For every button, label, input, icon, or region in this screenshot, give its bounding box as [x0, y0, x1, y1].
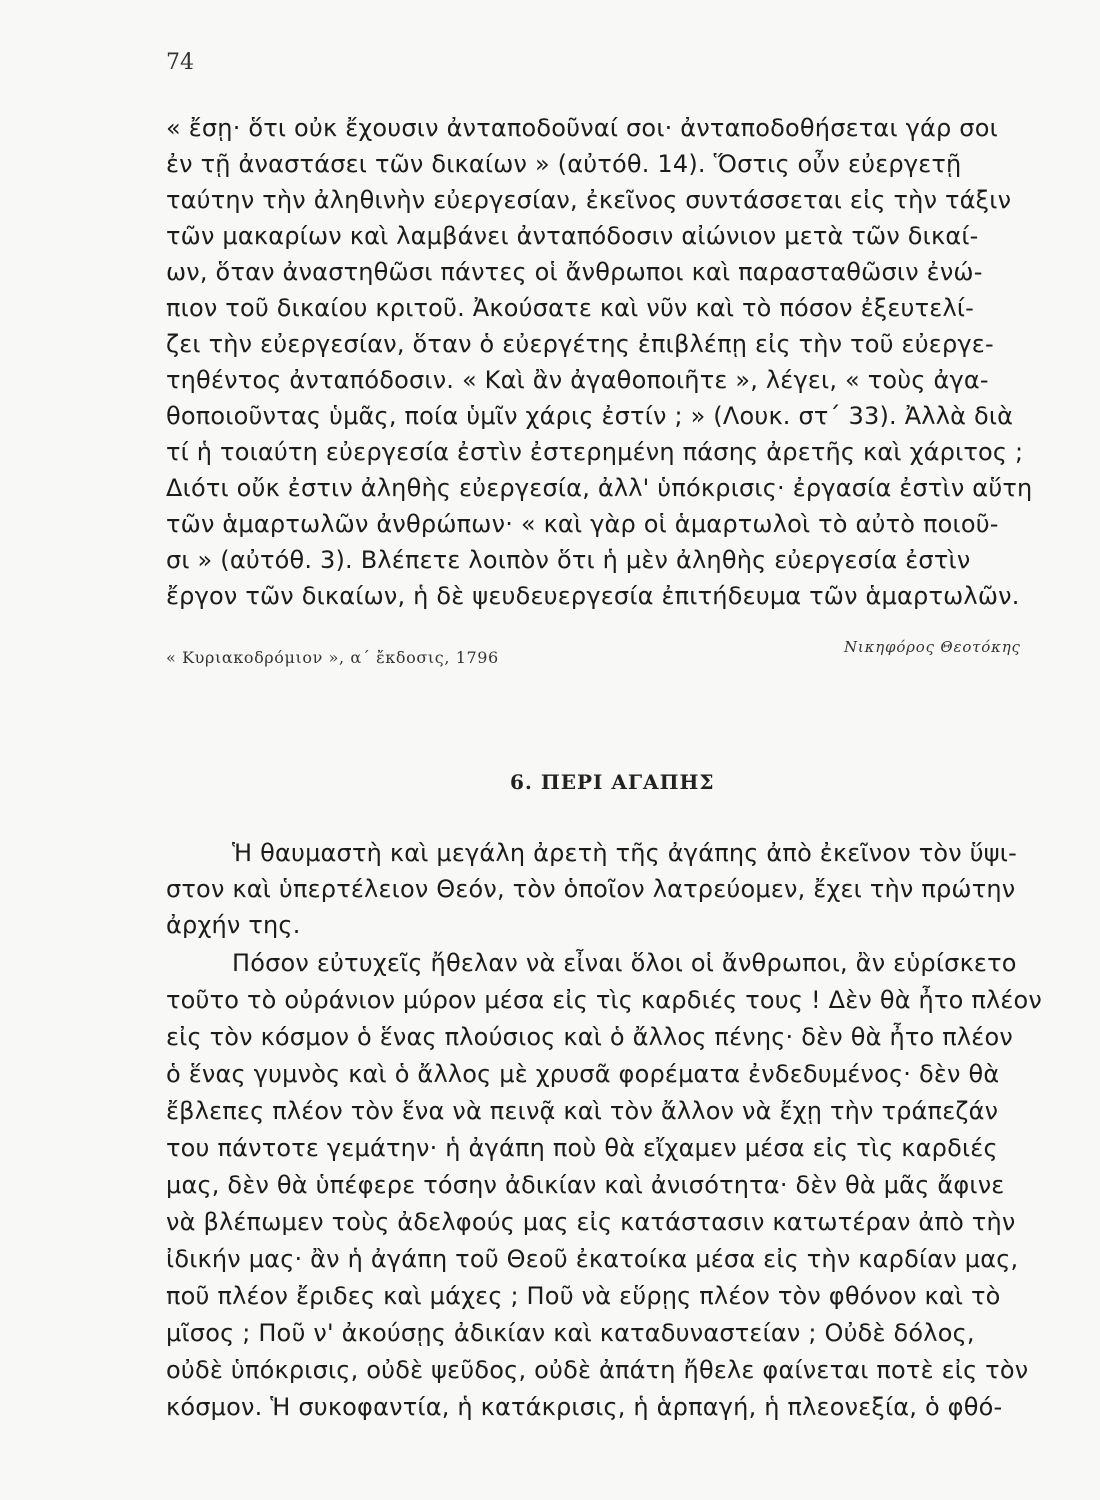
text-line: θοποιοῦντας ὑμᾶς, ποία ὑμῖν χάρις ἐστίν ; » (Λουκ. στ΄ 33). Ἀλλὰ διὰ: [166, 402, 1014, 430]
author-attribution: Νικηφόρος Θεοτόκης: [844, 638, 1021, 656]
text-line: τῶν μακαρίων καὶ λαμβάνει ἀνταπόδοσιν αἰώνιον μετὰ τῶν δικαί-: [166, 222, 979, 250]
text-line: νὰ βλέπωμεν τοὺς ἀδελφούς μας εἰς κατάστασιν κατωτέραν ἀπὸ τὴν: [166, 1208, 1016, 1236]
text-line: κόσμον. Ἡ συκοφαντία, ἡ κατάκρισις, ἡ ἁρπαγή, ἡ πλεονεξία, ὁ φθό-: [166, 1393, 1003, 1421]
text-line: ταύτην τὴν ἀληθινὴν εὐεργεσίαν, ἐκεῖνος συντάσσεται εἰς τὴν τάξιν: [166, 186, 1012, 214]
text-line: ἐν τῇ ἀναστάσει τῶν δικαίων » (αὐτόθ. 14). Ὅστις οὖν εὐεργετῇ: [166, 150, 962, 178]
text-line: ἀρχήν της.: [166, 911, 301, 939]
text-line: μῖσος ; Ποῦ ν' ἀκούσῃς ἀδικίαν καὶ καταδυναστείαν ; Οὐδὲ δόλος,: [166, 1319, 975, 1347]
text-line: Ἡ θαυμαστὴ καὶ μεγάλη ἀρετὴ τῆς ἀγάπης ἀπὸ ἐκεῖνον τὸν ὕψι-: [232, 839, 1017, 867]
text-line: μας, δὲν θὰ ὑπέφερε τόσην ἀδικίαν καὶ ἀνισότητα· δὲν θὰ μᾶς ἄφινε: [166, 1171, 1005, 1199]
text-line: τῶν ἁμαρτωλῶν ἀνθρώπων· « καὶ γὰρ οἱ ἁμαρτωλοὶ τὸ αὐτὸ ποιοῦ-: [166, 510, 999, 538]
text-line: στον καὶ ὑπερτέλειον Θεόν, τὸν ὁποῖον λατρεύομεν, ἔχει τὴν πρώτην: [166, 875, 1016, 903]
section-heading: 6. ΠΕΡΙ ΑΓΑΠΗΣ: [510, 770, 715, 794]
text-line: τοῦτο τὸ οὐράνιον μύρον μέσα εἰς τὶς καρδιές τους ! Δὲν θὰ ἦτο πλέον: [166, 986, 1043, 1014]
text-line: Πόσον εὐτυχεῖς ἤθελαν νὰ εἶναι ὅλοι οἱ ἄνθρωποι, ἂν εὑρίσκετο: [232, 949, 1017, 977]
text-line: ποῦ πλέον ἔριδες καὶ μάχες ; Ποῦ νὰ εὕρῃς πλέον τὸν φθόνον καὶ τὸ: [166, 1282, 1001, 1310]
text-line: ζει τὴν εὐεργεσίαν, ὅταν ὁ εὐεργέτης ἐπιβλέπῃ εἰς τὴν τοῦ εὐεργε-: [166, 330, 994, 358]
text-line: του πάντοτε γεμάτην· ἡ ἀγάπη ποὺ θὰ εἴχαμεν μέσα εἰς τὶς καρδιές: [166, 1134, 998, 1162]
text-line: πιον τοῦ δικαίου κριτοῦ. Ἀκούσατε καὶ νῦν καὶ τὸ πόσον ἐξευτελί-: [166, 294, 975, 322]
text-line: εἰς τὸν κόσμον ὁ ἕνας πλούσιος καὶ ὁ ἄλλος πένης· δὲν θὰ ἦτο πλέον: [166, 1023, 1013, 1051]
text-line: « ἔσῃ· ὅτι οὐκ ἔχουσιν ἀνταποδοῦναί σοι· ἀνταποδοθήσεται γάρ σοι: [166, 114, 998, 142]
source-citation: « Κυριακοδρόμιον », α΄ ἔκδοσις, 1796: [166, 648, 499, 667]
text-line: ἔργον τῶν δικαίων, ἡ δὲ ψευδευεργεσία ἐπιτήδευμα τῶν ἁμαρτωλῶν.: [166, 582, 1020, 610]
text-line: ὁ ἕνας γυμνὸς καὶ ὁ ἄλλος μὲ χρυσᾶ φορέματα ἐνδεδυμένος· δὲν θὰ: [166, 1060, 1000, 1088]
text-line: ων, ὅταν ἀναστηθῶσι πάντες οἱ ἄνθρωποι καὶ παρασταθῶσιν ἐνώ-: [166, 258, 983, 286]
text-line: οὐδὲ ὑπόκρισις, οὐδὲ ψεῦδος, οὐδὲ ἀπάτη ἤθελε φαίνεται ποτὲ εἰς τὸν: [166, 1356, 1029, 1384]
page-number: 74: [166, 50, 194, 75]
text-line: Διότι οὔκ ἐστιν ἀληθὴς εὐεργεσία, ἀλλ' ὑπόκρισις· ἐργασία ἐστὶν αὕτη: [166, 474, 1033, 502]
text-line: τηθέντος ἀνταπόδοσιν. « Καὶ ἂν ἀγαθοποιῆτε », λέγει, « τοὺς ἀγα-: [166, 366, 989, 394]
text-line: ἔβλεπες πλέον τὸν ἕνα νὰ πεινᾷ καὶ τὸν ἄλλον νὰ ἔχῃ τὴν τράπεζάν: [166, 1097, 999, 1125]
text-line: τί ἡ τοιαύτη εὐεργεσία ἐστὶν ἐστερημένη πάσης ἀρετῆς καὶ χάριτος ;: [166, 438, 1024, 466]
text-line: σι » (αὐτόθ. 3). Βλέπετε λοιπὸν ὅτι ἡ μὲν ἀληθὴς εὐεργεσία ἐστὶν: [166, 546, 971, 574]
text-line: ἰδικήν μας· ἂν ἡ ἀγάπη τοῦ Θεοῦ ἐκατοίκα μέσα εἰς τὴν καρδίαν μας,: [166, 1245, 1019, 1273]
